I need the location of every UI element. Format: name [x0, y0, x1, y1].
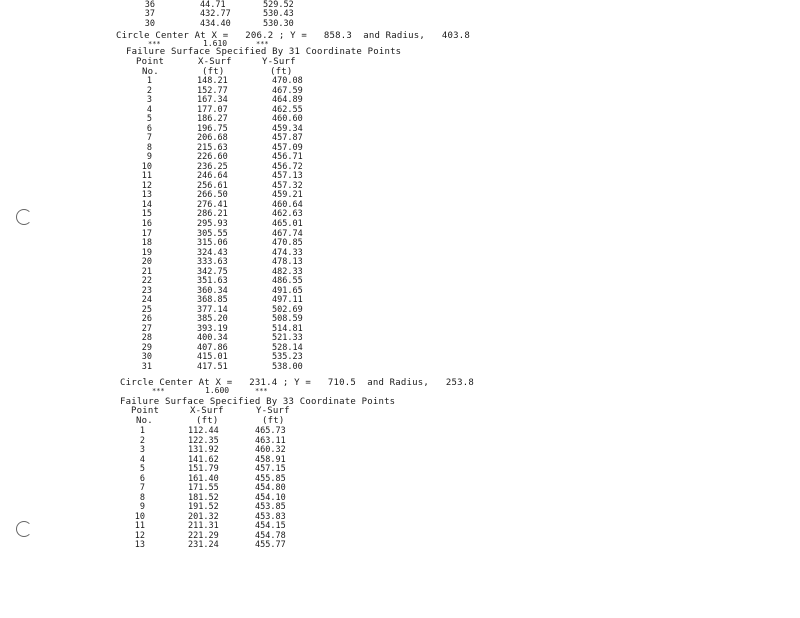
y-surf-value: 530.43 — [263, 9, 294, 20]
x-surf-value: 161.40 — [188, 473, 219, 484]
col-x-unit-1: (ft) — [202, 67, 225, 77]
point-number: 18 — [141, 238, 152, 248]
point-number: 21 — [141, 266, 152, 277]
y-surf-value: 521.33 — [272, 333, 303, 344]
circle-center-line-1: Circle Center At X = 206.2 ; Y = 858.3 and Radius, 403.8 — [116, 31, 470, 41]
y-surf-value: 470.08 — [272, 76, 303, 86]
x-surf-value: 417.51 — [197, 361, 228, 372]
table-row — [0, 503, 400, 512]
x-surf-value: 215.63 — [197, 142, 228, 153]
table-row — [0, 20, 400, 29]
col-y-unit-2: (ft) — [262, 416, 285, 426]
x-surf-value: 256.61 — [197, 180, 228, 191]
point-number: 22 — [141, 276, 152, 287]
x-surf-value: 226.60 — [197, 152, 228, 163]
y-surf-value: 457.87 — [272, 133, 303, 144]
circle-1-marker-left: *** — [148, 40, 161, 48]
x-surf-value: 112.44 — [188, 426, 219, 436]
table-row — [0, 446, 400, 455]
y-surf-value: 459.21 — [272, 190, 303, 201]
x-surf-value: 122.35 — [188, 435, 219, 446]
x-surf-value: 236.25 — [197, 161, 228, 172]
table-row — [0, 465, 400, 474]
y-surf-value: 462.55 — [272, 104, 303, 115]
x-surf-value: 286.21 — [197, 209, 228, 220]
point-number: 11 — [134, 521, 145, 531]
y-surf-value: 465.73 — [255, 426, 286, 436]
y-surf-value: 464.89 — [272, 95, 303, 106]
x-surf-value: 368.85 — [197, 295, 228, 306]
point-number: 13 — [134, 540, 145, 550]
x-surf-value: 246.64 — [197, 171, 228, 182]
point-number: 4 — [146, 104, 152, 115]
point-number: 13 — [141, 190, 152, 201]
failure-surface-title-2: Failure Surface Specified By 33 Coordinate Points — [120, 397, 396, 407]
point-number: 10 — [134, 511, 145, 522]
x-surf-value: 206.68 — [197, 133, 228, 144]
y-surf-value: 491.65 — [272, 285, 303, 296]
point-number: 5 — [139, 464, 145, 474]
x-surf-value: 315.06 — [197, 238, 228, 248]
point-number: 26 — [141, 314, 152, 325]
y-surf-value: 467.74 — [272, 228, 303, 239]
col-no-header-2: No. — [136, 416, 153, 426]
y-surf-value: 462.63 — [272, 209, 303, 220]
punch-hole-mark — [16, 521, 32, 537]
point-number: 5 — [146, 114, 152, 125]
x-surf-value: 152.77 — [197, 85, 228, 96]
table-row — [0, 258, 400, 267]
x-surf-value: 295.93 — [197, 218, 228, 229]
x-surf-value: 377.14 — [197, 304, 228, 315]
x-surf-value: 360.34 — [197, 285, 228, 296]
point-number: 11 — [141, 171, 152, 182]
y-surf-value: 535.23 — [272, 352, 303, 363]
table-row — [0, 427, 400, 436]
point-number: 8 — [146, 142, 152, 153]
table-row — [0, 484, 400, 493]
point-number: 12 — [134, 530, 145, 541]
point-number: 9 — [139, 502, 145, 512]
y-surf-value: 474.33 — [272, 247, 303, 258]
x-surf-value: 393.19 — [197, 323, 228, 334]
x-surf-value: 231.24 — [188, 540, 219, 550]
table-row — [0, 77, 400, 86]
point-number: 3 — [139, 445, 145, 455]
failure-surface-title-1: Failure Surface Specified By 31 Coordinate Points — [126, 47, 402, 57]
point-number: 2 — [146, 85, 152, 96]
col-y-header-2: Y-Surf — [256, 406, 290, 416]
y-surf-value: 465.01 — [272, 218, 303, 229]
col-point-header-2: Point — [131, 406, 160, 416]
point-number: 36 — [144, 0, 155, 10]
y-surf-value: 514.81 — [272, 323, 303, 334]
y-surf-value: 456.72 — [272, 161, 303, 172]
y-surf-value: 453.83 — [255, 511, 286, 522]
x-surf-value: 333.63 — [197, 257, 228, 268]
x-surf-value: 141.62 — [188, 454, 219, 465]
point-number: 1 — [139, 426, 145, 436]
point-number: 29 — [141, 342, 152, 353]
y-surf-value: 457.32 — [272, 180, 303, 191]
table-row — [0, 172, 400, 181]
point-number: 4 — [139, 454, 145, 465]
table-row — [0, 522, 400, 531]
y-surf-value: 454.10 — [255, 492, 286, 503]
col-x-header-2: X-Surf — [190, 406, 224, 416]
y-surf-value: 538.00 — [272, 361, 303, 372]
x-surf-value: 177.07 — [197, 104, 228, 115]
x-surf-value: 415.01 — [197, 352, 228, 363]
point-number: 15 — [141, 209, 152, 220]
y-surf-value: 502.69 — [272, 304, 303, 315]
point-number: 37 — [144, 9, 155, 20]
x-surf-value: 407.86 — [197, 342, 228, 353]
point-number: 28 — [141, 333, 152, 344]
point-number: 30 — [144, 18, 155, 29]
point-number: 24 — [141, 295, 152, 306]
point-number: 7 — [139, 483, 145, 493]
point-number: 1 — [146, 76, 152, 86]
col-point-header-1: Point — [136, 57, 165, 67]
x-surf-value: 181.52 — [188, 492, 219, 503]
x-surf-value: 324.43 — [197, 247, 228, 258]
circle-1-factor: 1.610 — [203, 39, 228, 48]
x-surf-value: 434.40 — [200, 18, 231, 29]
y-surf-value: 508.59 — [272, 314, 303, 325]
point-number: 27 — [141, 323, 152, 334]
point-number: 6 — [139, 473, 145, 484]
point-number: 17 — [141, 228, 152, 239]
y-surf-value: 460.60 — [272, 114, 303, 125]
point-number: 6 — [146, 123, 152, 134]
point-number: 19 — [141, 247, 152, 258]
point-number: 10 — [141, 161, 152, 172]
x-surf-value: 276.41 — [197, 199, 228, 210]
x-surf-value: 400.34 — [197, 333, 228, 344]
x-surf-value: 148.21 — [197, 76, 228, 86]
y-surf-value: 478.13 — [272, 257, 303, 268]
circle-1-marker-right: *** — [256, 40, 269, 48]
y-surf-value: 486.55 — [272, 276, 303, 287]
x-surf-value: 385.20 — [197, 314, 228, 325]
x-surf-value: 151.79 — [188, 464, 219, 474]
y-surf-value: 482.33 — [272, 266, 303, 277]
y-surf-value: 459.34 — [272, 123, 303, 134]
y-surf-value: 497.11 — [272, 295, 303, 306]
table-row — [0, 277, 400, 286]
point-number: 8 — [139, 492, 145, 503]
y-surf-value: 460.32 — [255, 445, 286, 455]
point-number: 2 — [139, 435, 145, 446]
circle-2-marker-left: *** — [152, 387, 165, 395]
table-row — [0, 153, 400, 162]
y-surf-value: 454.78 — [255, 530, 286, 541]
point-number: 14 — [141, 199, 152, 210]
y-surf-value: 457.13 — [272, 171, 303, 182]
x-surf-value: 167.34 — [197, 95, 228, 106]
x-surf-value: 432.77 — [200, 9, 231, 20]
y-surf-value: 457.09 — [272, 142, 303, 153]
table-row — [0, 315, 400, 324]
table-row — [0, 220, 400, 229]
x-surf-value: 44.71 — [200, 0, 226, 10]
col-x-header-1: X-Surf — [198, 57, 232, 67]
x-surf-value: 201.32 — [188, 511, 219, 522]
point-number: 30 — [141, 352, 152, 363]
y-surf-value: 470.85 — [272, 238, 303, 248]
point-number: 25 — [141, 304, 152, 315]
col-no-header-1: No. — [142, 67, 159, 77]
point-number: 16 — [141, 218, 152, 229]
x-surf-value: 351.63 — [197, 276, 228, 287]
y-surf-value: 460.64 — [272, 199, 303, 210]
point-number: 3 — [146, 95, 152, 106]
circle-2-factor: 1.600 — [205, 386, 230, 395]
y-surf-value: 528.14 — [272, 342, 303, 353]
y-surf-value: 529.52 — [263, 0, 294, 10]
table-row — [0, 239, 400, 248]
y-surf-value: 454.80 — [255, 483, 286, 493]
x-surf-value: 196.75 — [197, 123, 228, 134]
x-surf-value: 171.55 — [188, 483, 219, 493]
x-surf-value: 211.31 — [188, 521, 219, 531]
y-surf-value: 456.71 — [272, 152, 303, 163]
y-surf-value: 458.91 — [255, 454, 286, 465]
y-surf-value: 455.77 — [255, 540, 286, 550]
y-surf-value: 530.30 — [263, 18, 294, 29]
point-number: 20 — [141, 257, 152, 268]
point-number: 7 — [146, 133, 152, 144]
circle-2-marker-right: *** — [255, 387, 268, 395]
y-surf-value: 467.59 — [272, 85, 303, 96]
table-row — [0, 334, 400, 343]
table-row — [0, 541, 400, 550]
x-surf-value: 191.52 — [188, 502, 219, 512]
punch-hole-mark — [16, 209, 32, 225]
point-number: 9 — [146, 152, 152, 163]
table-row — [0, 115, 400, 124]
table-row — [0, 363, 400, 372]
table-row — [0, 134, 400, 143]
point-number: 31 — [141, 361, 152, 372]
x-surf-value: 186.27 — [197, 114, 228, 125]
col-y-header-1: Y-Surf — [262, 57, 296, 67]
y-surf-value: 455.85 — [255, 473, 286, 484]
y-surf-value: 454.15 — [255, 521, 286, 531]
x-surf-value: 342.75 — [197, 266, 228, 277]
table-row — [0, 296, 400, 305]
col-x-unit-2: (ft) — [196, 416, 219, 426]
x-surf-value: 221.29 — [188, 530, 219, 541]
table-row — [0, 96, 400, 105]
x-surf-value: 266.50 — [197, 190, 228, 201]
point-number: 23 — [141, 285, 152, 296]
y-surf-value: 453.85 — [255, 502, 286, 512]
point-number: 12 — [141, 180, 152, 191]
x-surf-value: 131.92 — [188, 445, 219, 455]
circle-center-line-2: Circle Center At X = 231.4 ; Y = 710.5 and Radius, 253.8 — [120, 378, 474, 388]
y-surf-value: 463.11 — [255, 435, 286, 446]
col-y-unit-1: (ft) — [270, 67, 293, 77]
x-surf-value: 305.55 — [197, 228, 228, 239]
y-surf-value: 457.15 — [255, 464, 286, 474]
